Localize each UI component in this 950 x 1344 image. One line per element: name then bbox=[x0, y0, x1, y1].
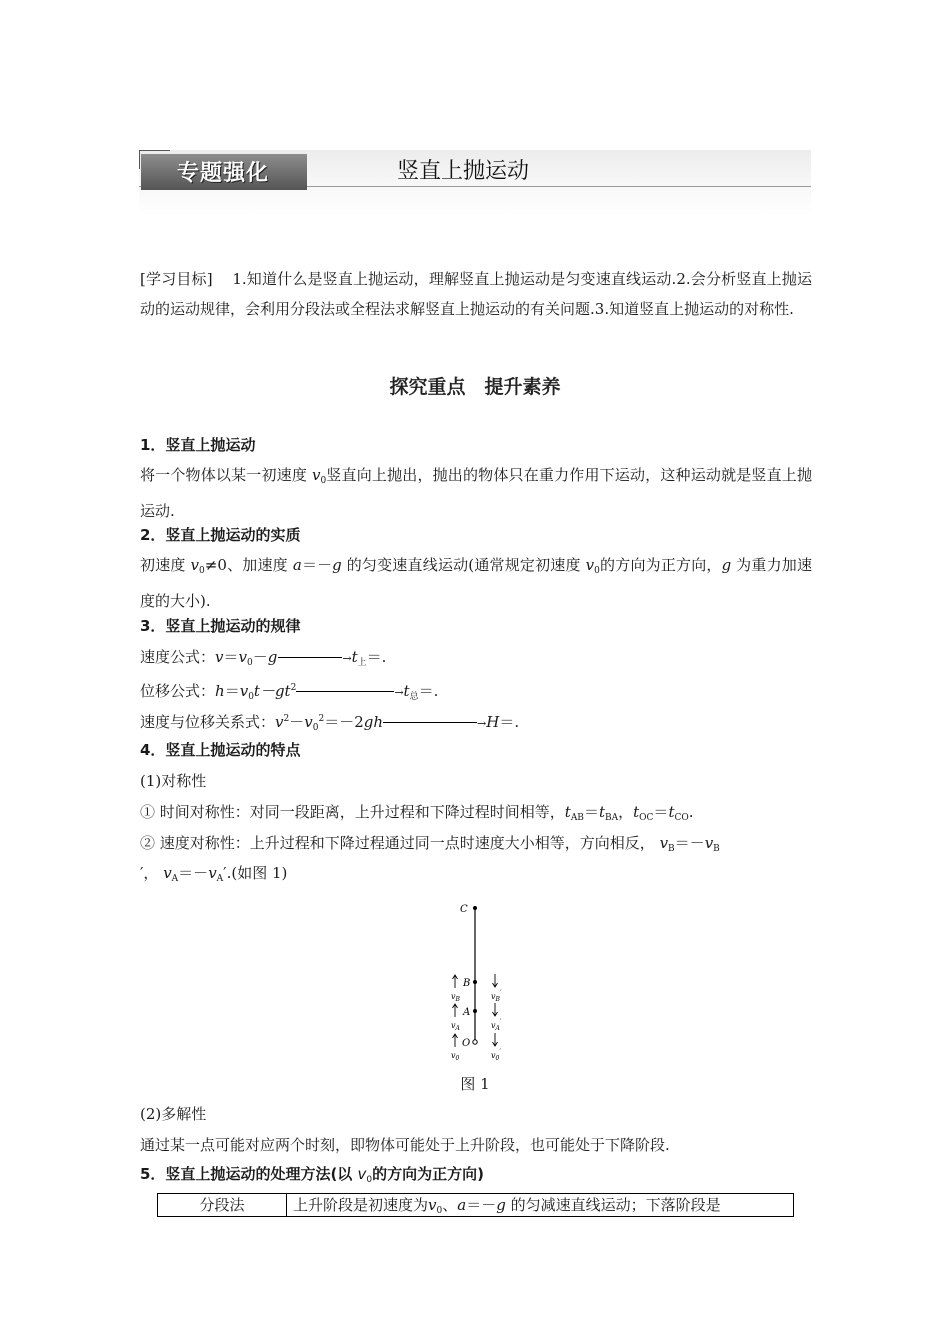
var-g: g bbox=[332, 556, 342, 574]
arrow-line bbox=[278, 657, 342, 658]
var-v: v bbox=[428, 1196, 437, 1214]
time-symmetry bbox=[140, 801, 812, 829]
var-v: v bbox=[163, 864, 172, 882]
arrow-head: → bbox=[394, 686, 404, 699]
fig-ref: ′.(如图 1) bbox=[223, 864, 288, 882]
var-v: v bbox=[585, 556, 595, 574]
objectives-label: [学习目标] bbox=[140, 270, 213, 288]
var-t: t bbox=[598, 803, 605, 821]
s2-t5: 的方向为正方向， bbox=[599, 556, 722, 574]
sub-B: B bbox=[668, 844, 675, 854]
section-heading: 探究重点 提升素养 bbox=[389, 376, 561, 398]
var-a: a bbox=[292, 556, 302, 574]
sub-0: 0 bbox=[594, 566, 600, 576]
var-t: t bbox=[564, 803, 571, 821]
s2-t3: ＝－ bbox=[301, 556, 333, 574]
tab-corner-mark bbox=[139, 150, 170, 169]
var-gh: gh bbox=[363, 713, 384, 731]
arrow-line bbox=[296, 691, 394, 692]
label-A: A bbox=[463, 1007, 471, 1018]
var-h: h bbox=[215, 682, 225, 700]
label-O: O bbox=[462, 1038, 471, 1049]
f2-end: ＝. bbox=[418, 682, 439, 700]
prime-sep: ′， bbox=[140, 864, 159, 882]
sub-zong: 总 bbox=[409, 692, 419, 702]
table-cell-method: 分段法 bbox=[158, 1194, 287, 1216]
var-v: v bbox=[238, 648, 247, 666]
s5-title-b: 的方向为正方向) bbox=[372, 1165, 485, 1183]
page-title: 竖直上抛运动 bbox=[397, 159, 530, 184]
label-B: B bbox=[463, 978, 471, 989]
var-v: v bbox=[704, 834, 714, 852]
s4-sub2: (2)多解性 bbox=[140, 1105, 207, 1123]
var-a: a bbox=[457, 1196, 467, 1214]
sub-CO: CO bbox=[674, 813, 689, 823]
sub-0: 0 bbox=[320, 476, 327, 486]
var-v: v bbox=[208, 864, 217, 882]
sub-0: 0 bbox=[248, 692, 254, 702]
point-A bbox=[473, 1009, 477, 1013]
s2-t2: ≠0、加速度 bbox=[204, 556, 293, 574]
sub-0: 0 bbox=[436, 1206, 443, 1216]
s1-text-a: 将一个物体以某一初速度 bbox=[140, 466, 312, 484]
s2-t6: 为重力加速度的大小). bbox=[140, 556, 812, 610]
desc-c: ＝－ bbox=[466, 1196, 497, 1214]
s2-title: 2．竖直上抛运动的实质 bbox=[140, 526, 301, 544]
topic-tab-label: 专题强化 bbox=[177, 161, 270, 186]
sub-BA: BA bbox=[604, 813, 619, 823]
sub-A: A bbox=[171, 874, 179, 884]
header-banner bbox=[139, 150, 811, 216]
s2-t4: 的匀变速直线运动(通常规定初速度 bbox=[341, 556, 586, 574]
down-arrows bbox=[493, 974, 498, 1046]
formula-velocity: 速度公式：$v=v_0-g \to t_上=$. bbox=[140, 648, 387, 668]
label-vB: $v_B$ bbox=[451, 992, 460, 1003]
s4-multi-solution-text: 通过某一点可能对应两个时刻，即物体可能处于上升阶段，也可能处于下降阶段. bbox=[140, 1136, 670, 1154]
sub-AB: AB bbox=[570, 813, 584, 823]
sub-shang: 上 bbox=[357, 658, 367, 668]
sup-2: 2 bbox=[318, 714, 325, 724]
var-v: v bbox=[215, 648, 224, 666]
f3-label: 速度与位移关系式： bbox=[140, 713, 276, 731]
velocity-symmetry-line2 bbox=[140, 862, 812, 890]
sub-A: A bbox=[216, 874, 224, 884]
s1-body bbox=[140, 460, 812, 526]
eq: ＝－ bbox=[674, 834, 705, 852]
f1-label: 速度公式： bbox=[140, 648, 216, 666]
minus: － bbox=[289, 713, 305, 731]
s2-body bbox=[140, 550, 812, 616]
var-v: v bbox=[275, 713, 284, 731]
method-table bbox=[157, 1193, 794, 1217]
objectives-text: 1.知道什么是竖直上抛运动，理解竖直上抛运动是匀变速直线运动.2.会分析竖直上抛运动的运动规律，会利用分段法或全程法求解竖直上抛运动的有关问题.3.知道竖直上抛运动的对称性. bbox=[140, 270, 812, 318]
var-v: v bbox=[311, 466, 321, 484]
sub-0: 0 bbox=[247, 658, 253, 668]
var-gt: gt bbox=[274, 682, 291, 700]
point-C bbox=[473, 906, 477, 910]
label-vB-prime: $v_B'$ bbox=[491, 989, 502, 1003]
s4-title: 4．竖直上抛运动的特点 bbox=[140, 741, 301, 759]
s2-t1: 初速度 bbox=[140, 556, 191, 574]
var-v: v bbox=[304, 713, 313, 731]
eq: ＝ bbox=[653, 803, 669, 821]
up-arrows bbox=[453, 975, 458, 1047]
eq: ＝－ bbox=[178, 864, 209, 882]
sup-2: 2 bbox=[290, 683, 297, 693]
desc-b: 、 bbox=[442, 1196, 458, 1214]
desc-d: 的匀减速直线运动；下落阶段是 bbox=[505, 1196, 721, 1214]
var-g: g bbox=[267, 648, 278, 666]
f2-label: 位移公式： bbox=[140, 682, 216, 700]
s1-text-b: 竖直向上抛出，抛出的物体只在重力作用下运动，这种运动就是竖直上抛运动. bbox=[140, 466, 812, 520]
end-dot: . bbox=[688, 803, 694, 821]
label-vA: $v_A$ bbox=[451, 1021, 460, 1032]
s4-sub1: (1)对称性 bbox=[140, 772, 207, 790]
sup-2: 2 bbox=[283, 714, 290, 724]
figure-1-diagram bbox=[440, 900, 520, 1070]
sub-0: 0 bbox=[366, 1175, 373, 1185]
label-vA-prime: $v_A'$ bbox=[491, 1018, 502, 1032]
sub-0: 0 bbox=[312, 723, 319, 733]
sep: ， bbox=[618, 803, 634, 821]
sub-0: 0 bbox=[199, 566, 205, 576]
s1-title: 1．竖直上抛运动 bbox=[140, 436, 256, 454]
s3-title: 3．竖直上抛运动的规律 bbox=[140, 617, 301, 635]
var-v: v bbox=[190, 556, 200, 574]
label-v0-prime: $v_0'$ bbox=[491, 1048, 501, 1062]
sub-OC: OC bbox=[639, 813, 654, 823]
point-B bbox=[473, 980, 477, 984]
figure-caption: 图 1 bbox=[460, 1075, 490, 1093]
label-C: C bbox=[460, 904, 468, 915]
velocity-symmetry-line1 bbox=[140, 832, 812, 860]
arrow-line bbox=[383, 722, 477, 723]
f1-end: ＝. bbox=[366, 648, 387, 666]
arrow-head: → bbox=[477, 717, 487, 730]
var-H: H bbox=[486, 713, 500, 731]
point-O bbox=[473, 1040, 477, 1044]
f1-eq: ＝ bbox=[223, 648, 239, 666]
label-v0: $v_0$ bbox=[451, 1051, 460, 1062]
table-cell-description bbox=[287, 1194, 793, 1216]
item2-text: ② 速度对称性：上升过程和下降过程通过同一点时速度大小相等，方向相反， bbox=[140, 834, 655, 852]
eq: ＝ bbox=[583, 803, 599, 821]
formula-displacement: 位移公式：$h=v_0t-gt^2 \to t_总=$. bbox=[140, 682, 439, 702]
f3-end: ＝. bbox=[499, 713, 520, 731]
s5-title bbox=[140, 1163, 812, 1191]
f3-eq: ＝－2 bbox=[324, 713, 364, 731]
learning-objectives bbox=[140, 264, 812, 324]
desc-a: 上升阶段是初速度为 bbox=[293, 1196, 429, 1214]
s5-title-a: 5．竖直上抛运动的处理方法(以 bbox=[140, 1165, 358, 1183]
var-t: t bbox=[403, 682, 410, 700]
var-g: g bbox=[721, 556, 732, 574]
sub-B: B bbox=[713, 844, 720, 854]
var-t: t bbox=[668, 803, 675, 821]
f2-expr: t－ bbox=[253, 682, 275, 700]
arrow-head: → bbox=[342, 652, 352, 665]
var-v: v bbox=[239, 682, 249, 700]
var-t: t bbox=[633, 803, 640, 821]
var-v: v bbox=[659, 834, 669, 852]
var-v: v bbox=[357, 1165, 367, 1183]
item1-text: ① 时间对称性：对同一段距离，上升过程和下降过程时间相等， bbox=[140, 803, 565, 821]
formula-velocity-displacement bbox=[140, 708, 812, 739]
var-t: t bbox=[351, 648, 358, 666]
var-g: g bbox=[496, 1196, 506, 1214]
